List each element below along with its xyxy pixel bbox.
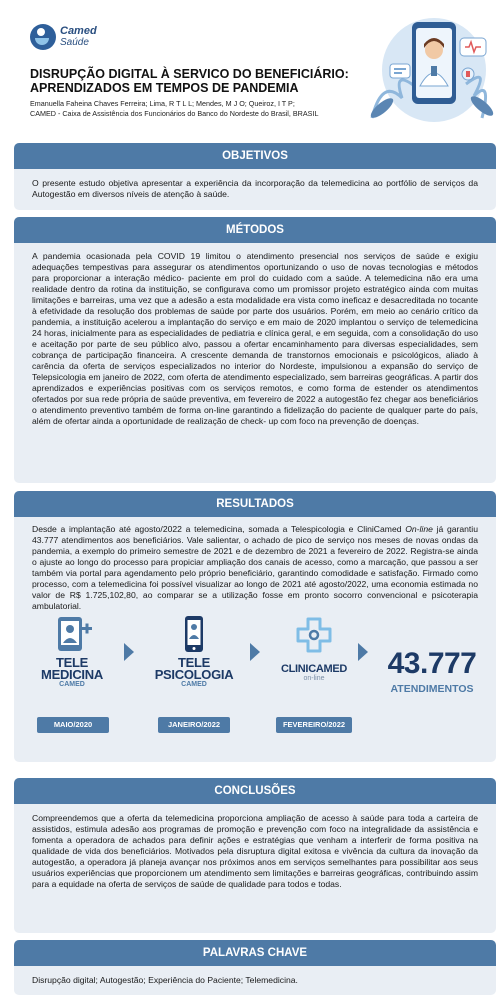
service-sub: on-line xyxy=(303,675,325,682)
logo-line1: Camed xyxy=(60,25,97,37)
authors-block xyxy=(30,99,370,118)
clinicamed-logo-icon xyxy=(292,615,336,659)
conclusoes-panel xyxy=(14,778,496,933)
service-sub: CAMED xyxy=(181,681,207,688)
conclusoes-heading: CONCLUSÕES xyxy=(14,778,496,804)
service-line2: PSICOLOGIA xyxy=(154,667,234,682)
service-date-1: MAIO/2020 xyxy=(37,717,109,733)
resultados-text-part2: já garantiu 43.777 atendimentos aos beneficiários. Vale salientar, o achado de pico de serviço nos meses de novas ondas da pandemia, a exemplo do primeiro semestre de 2021 e de dezembro de 2021 a fevereiro de 2022. Registra-se ainda o ajuste ao longo do processo para propiciar ampliação dos canais de acesso, como a marcação, que passou a ser também via portal para agendamento pelo próprio beneficiário, garantindo comodidade e satisfação. Firmado como processo, com a telemedicina foi possível visualizar ao longo de 2021 até agosto/2022, uma economia estimada no valor de R$ 1.725,102,80, ao comparar se a utilização fosse em pronto socorro convencional e psicoterapia ambulatorial. xyxy=(32,524,478,611)
objetivos-text: O presente estudo objetiva apresentar a experiência da incorporação da telemedicina ao portfólio de serviços da Autogestão em diversos níveis de atenção à saúde. xyxy=(32,178,478,199)
resultados-panel xyxy=(14,491,496,762)
arrow-right-icon xyxy=(124,643,134,661)
resultados-heading: RESULTADOS xyxy=(14,491,496,517)
phone-icon xyxy=(172,615,216,655)
poster-header xyxy=(0,0,504,132)
resultados-text-part1: Desde a implantação até agosto/2022 a telemedicina, somada a Telespicologia e CliniCamed xyxy=(32,524,406,534)
metodos-panel xyxy=(14,217,496,483)
camed-logo-icon xyxy=(30,24,56,50)
arrow-right-icon xyxy=(358,643,368,661)
service-line2: MEDICINA xyxy=(41,667,103,682)
objetivos-panel xyxy=(14,143,496,210)
telemedicine-illustration xyxy=(362,8,502,130)
service-clinicamed xyxy=(264,615,364,682)
conclusoes-text: Compreendemos que a oferta da telemedicina proporciona ampliação de acesso à saúde para toda a carteira de assistidos, estimula adesão aos programas de promoção e prevenção com foco na integralidade da assistência e fomenta a operadora de achados para definir ações e estratégias que venham a interferir de forma positiva na qualidade de vida dos beneficiários. Motivados pela disruptura digital exitosa e vivência da cultura da inovação da autogestão, a operadora já planeja avançar nos próximos anos em serviços semelhantes para possibilitar aos seus usuários experiências que proporcionem um atendimento sem limitações e barreiras geográficas, contribuindo assim para a equidade na oferta de serviços de saúde de qualidade para todos e todas. xyxy=(32,813,478,889)
services-timeline xyxy=(14,615,496,755)
total-attendances-number: 43.777 xyxy=(387,647,477,680)
service-line1: TELE xyxy=(177,655,211,670)
service-date-3: FEVEREIRO/2022 xyxy=(276,717,352,733)
service-telemedicina xyxy=(22,615,122,688)
resultados-text-italic: On-line xyxy=(405,524,433,534)
service-telepsicologia xyxy=(142,615,246,688)
camed-logo xyxy=(30,24,97,50)
total-attendances-label: ATENDIMENTOS xyxy=(390,683,474,695)
metodos-heading: MÉTODOS xyxy=(14,217,496,243)
objetivos-heading: OBJETIVOS xyxy=(14,143,496,169)
arrow-right-icon xyxy=(250,643,260,661)
palavras-chave-panel xyxy=(14,940,496,995)
logo-line2: Saúde xyxy=(60,37,89,48)
palavras-chave-heading: PALAVRAS CHAVE xyxy=(14,940,496,966)
tablet-doctor-icon xyxy=(50,615,94,655)
service-line1: CLINICAMED xyxy=(280,663,348,675)
poster-title: DISRUPÇÃO DIGITAL À SERVICO DO BENEFICIÁRIO: APRENDIZADOS EM TEMPOS DE PANDEMIA xyxy=(30,67,349,95)
service-sub: CAMED xyxy=(59,681,85,688)
authors: Emanuella Faheina Chaves Ferreira; Lima, R T L L; Mendes, M J O; Queiroz, I T P; xyxy=(30,99,295,108)
metodos-text: A pandemia ocasionada pela COVID 19 limitou o atendimento presencial nos serviços de saúde e exigiu adequações tempestivas para assegurar os atendimentos oportunizando o uso de novas tecnologias e métodos para proporcionar a interação médico- paciente em prol do cuidado com a saúde. A telemedicina não era uma realidade dentro da rotina da instituição, se configurava como um promissor projeto estratégico ainda com muitas limitações e barreiras, uma vez que a adesão a esta modalidade era vista como ineficaz e desacreditada no tocante à efetividade da resolução dos problemas de saúde por parte dos usuários. Porém, em meio ao cenário crítico da pandemia, a instituição acelerou a implantação do serviço e em maio de 2020 implantou o serviço de telemedicina 24 horas, inicialmente para as especialidades de pediatria e clínica geral, e em seguida, com a consolidação do uso e aceitação por parte de seu público alvo, passou a ofertar encaminhamento para diversas especialidades, sem cobrança de participação financeira. A crescente demanda de transtornos emocionais e psicológicos, aliado à carência da oferta de serviços especializados no interior do Nordeste, impulsionou a expansão do serviço de Telepsicologia em janeiro de 2022, com oferta de atendimento especializado, sem barreiras geográficas. A partir dos aprendizados e experiências positivas com os serviços remotos, e como forma de estender os atendimentos ofertados por sua rede própria de saúde preventiva, em fevereiro de 2022 a autogestão fez chegar aos beneficiários o atendimento preventivo também de forma on-line garantindo a fidelização do paciente de qualquer parte do país, além de ofertar ainda a oportunidade de realização de check- up com foco na prevenção de doenças. xyxy=(32,251,478,426)
resultados-text xyxy=(14,517,496,612)
service-line1: TELE xyxy=(55,655,89,670)
affiliation: CAMED - Caixa de Assistência dos Funcionários do Banco do Nordeste do Brasil, BRASIL xyxy=(30,108,319,118)
palavras-chave-text: Disrupção digital; Autogestão; Experiência do Paciente; Telemedicina. xyxy=(32,975,298,985)
service-date-2: JANEIRO/2022 xyxy=(158,717,230,733)
